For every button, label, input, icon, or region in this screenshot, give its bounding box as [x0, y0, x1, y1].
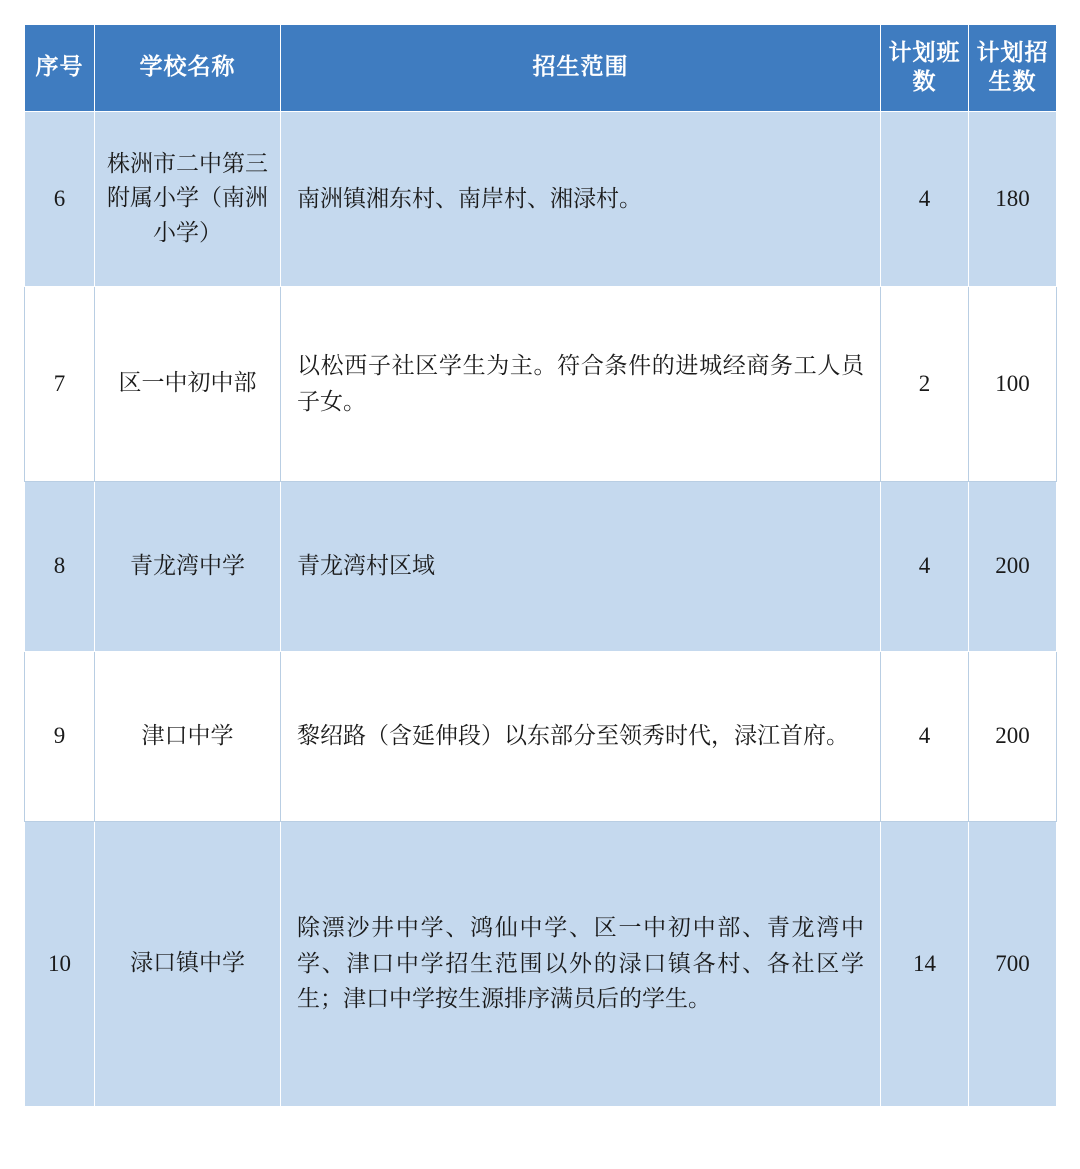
- table-row: [25, 481, 1057, 651]
- cell-range: 南洲镇湘东村、南岸村、湘渌村。: [281, 111, 881, 286]
- cell-classes: 2: [881, 286, 969, 481]
- enrollment-plan-table: [24, 24, 1057, 1107]
- cell-count: 200: [969, 481, 1057, 651]
- cell-school: 津口中学: [95, 651, 281, 821]
- table-row: [25, 821, 1057, 1106]
- cell-count: 100: [969, 286, 1057, 481]
- cell-range: 黎绍路（含延伸段）以东部分至领秀时代，渌江首府。: [281, 651, 881, 821]
- cell-count: 200: [969, 651, 1057, 821]
- cell-classes: 14: [881, 821, 969, 1106]
- cell-count: 700: [969, 821, 1057, 1106]
- column-header-classes: 计划班数: [881, 25, 969, 112]
- cell-classes: 4: [881, 111, 969, 286]
- cell-school: 株洲市二中第三附属小学（南洲小学）: [95, 111, 281, 286]
- table-body: [25, 111, 1057, 1106]
- table-header: [25, 25, 1057, 112]
- cell-seq: 10: [25, 821, 95, 1106]
- cell-classes: 4: [881, 651, 969, 821]
- cell-seq: 9: [25, 651, 95, 821]
- table-header-row: [25, 25, 1057, 112]
- cell-school: 青龙湾中学: [95, 481, 281, 651]
- cell-seq: 8: [25, 481, 95, 651]
- column-header-school: 学校名称: [95, 25, 281, 112]
- column-header-range: 招生范围: [281, 25, 881, 112]
- cell-range: 以松西子社区学生为主。符合条件的进城经商务工人员子女。: [281, 286, 881, 481]
- table-row: [25, 111, 1057, 286]
- column-header-count: 计划招生数: [969, 25, 1057, 112]
- cell-school: 渌口镇中学: [95, 821, 281, 1106]
- cell-count: 180: [969, 111, 1057, 286]
- column-header-seq: 序号: [25, 25, 95, 112]
- table-row: [25, 286, 1057, 481]
- cell-school: 区一中初中部: [95, 286, 281, 481]
- table-row: [25, 651, 1057, 821]
- cell-classes: 4: [881, 481, 969, 651]
- cell-seq: 6: [25, 111, 95, 286]
- cell-seq: 7: [25, 286, 95, 481]
- cell-range: 除漂沙井中学、鸿仙中学、区一中初中部、青龙湾中学、津口中学招生范围以外的渌口镇各村、各社区学生；津口中学按生源排序满员后的学生。: [281, 821, 881, 1106]
- cell-range: 青龙湾村区域: [281, 481, 881, 651]
